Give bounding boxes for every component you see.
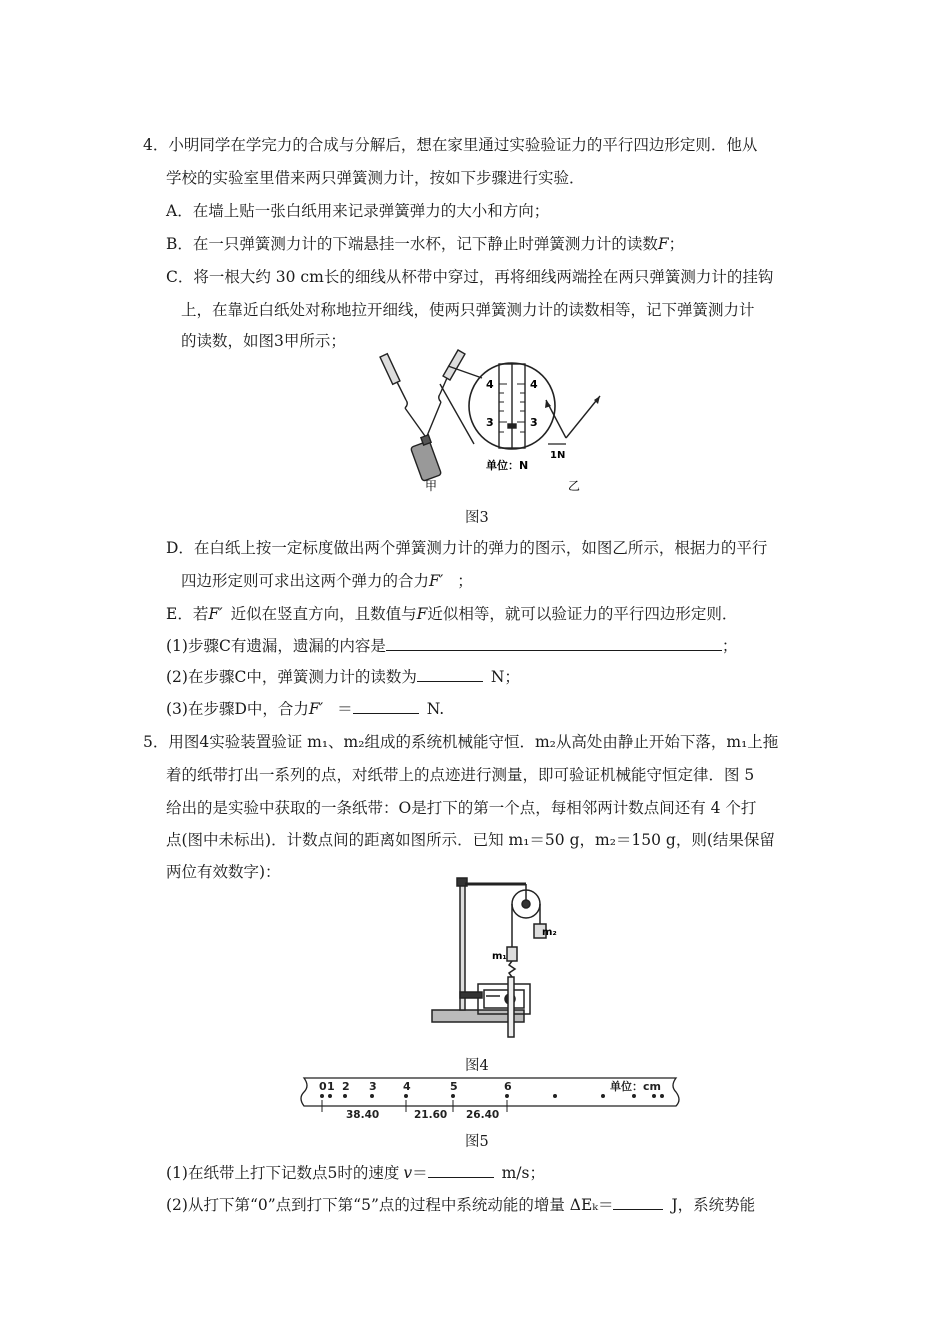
answer-blank-4[interactable] xyxy=(428,1163,494,1178)
distance-label-2: 21.60 xyxy=(414,1109,448,1121)
scale-label-top-left: 4 xyxy=(486,378,494,391)
tape-unit-label: 单位：cm xyxy=(610,1080,661,1093)
point-label-2: 2 xyxy=(342,1080,350,1093)
figure-3-caption: 图3 xyxy=(465,510,489,526)
answer-blank-5[interactable] xyxy=(613,1195,663,1210)
q4-step-b: B．在一只弹簧测力计的下端悬挂一水杯，记下静止时弹簧测力计的读数F； xyxy=(166,235,685,253)
answer-blank-1[interactable] xyxy=(386,636,722,651)
figure-5-caption: 图5 xyxy=(465,1134,489,1150)
q4-sub-3: (3)在步骤D中，合力F′ ＝ N. xyxy=(166,700,445,718)
figure-4-caption: 图4 xyxy=(465,1058,489,1074)
q5-sub-2: (2)从打下第“0”点到打下第“5”点的过程中系统动能的增量 ΔEₖ＝ J，系统势能 xyxy=(166,1196,756,1214)
figure-3 xyxy=(370,348,630,498)
q4-step-d-2: 四边形定则可求出这两个弹力的合力F′ ； xyxy=(181,572,473,590)
q5-line-1: 5．用图4实验装置验证 m₁、m₂组成的系统机械能守恒．m₂从高处由静止开始下落，m₁上拖 xyxy=(143,733,779,751)
answer-blank-2[interactable] xyxy=(417,667,483,682)
q4-step-c-3: 的读数，如图3甲所示； xyxy=(181,332,346,350)
figure-4 xyxy=(428,872,578,1052)
q5-line-4: 点(图中未标出)．计数点间的距离如图所示．已知 m₁＝50 g，m₂＝150 g，则(结果保留 xyxy=(166,831,775,849)
q4-sub-1: (1)步骤C有遗漏，遗漏的内容是 ； xyxy=(166,637,738,655)
figure-5 xyxy=(296,1076,688,1122)
q4-step-c-1: C．将一根大约 30 cm长的细线从杯带中穿过，再将细线两端拴在两只弹簧测力计的挂钩 xyxy=(166,268,774,286)
label-yi: 乙 xyxy=(568,479,581,493)
q4-sub-2: (2)在步骤C中，弹簧测力计的读数为 N； xyxy=(166,668,520,686)
point-label-4: 4 xyxy=(403,1080,411,1093)
scale-label-top-right: 4 xyxy=(530,378,538,391)
q4-line-1: 4．小明同学在学完力的合成与分解后，想在家里通过实验验证力的平行四边形定则．他从 xyxy=(143,136,758,154)
scale-label-bottom-left: 3 xyxy=(486,416,494,429)
distance-label-1: 38.40 xyxy=(346,1109,380,1121)
q4-step-a: A．在墙上贴一张白纸用来记录弹簧弹力的大小和方向； xyxy=(166,202,550,220)
m2-label: m₂ xyxy=(542,927,557,938)
q4-step-c-2: 上，在靠近白纸处对称地拉开细线，使两只弹簧测力计的读数相等，记下弹簧测力计 xyxy=(181,301,755,319)
q4-step-e: E．若F′ 近似在竖直方向，且数值与F近似相等，就可以验证力的平行四边形定则． xyxy=(166,605,738,623)
answer-blank-3[interactable] xyxy=(353,699,419,714)
point-label-1: 1 xyxy=(327,1080,335,1093)
q4-step-d-1: D．在白纸上按一定标度做出两个弹簧测力计的弹力的图示，如图乙所示，根据力的平行 xyxy=(166,539,768,557)
point-label-5: 5 xyxy=(450,1080,458,1093)
scale-bar-label: 1N xyxy=(550,450,566,461)
q5-line-5: 两位有效数字)： xyxy=(166,863,281,881)
distance-label-3: 26.40 xyxy=(466,1109,500,1121)
q5-line-2: 着的纸带打出一系列的点，对纸带上的点迹进行测量，即可验证机械能守恒定律．图 5 xyxy=(166,766,755,784)
q5-line-3: 给出的是实验中获取的一条纸带：O是打下的第一个点，每相邻两计数点间还有 4 个打 xyxy=(166,799,757,817)
unit-label: 单位：N xyxy=(486,459,529,472)
point-label-0: 0 xyxy=(319,1080,327,1093)
point-label-6: 6 xyxy=(504,1080,512,1093)
q5-sub-1: (1)在纸带上打下记数点5时的速度 v＝ m/s； xyxy=(166,1164,545,1182)
point-label-3: 3 xyxy=(369,1080,377,1093)
q4-line-2: 学校的实验室里借来两只弹簧测力计，按如下步骤进行实验． xyxy=(166,169,585,187)
scale-label-bottom-right: 3 xyxy=(530,416,538,429)
m1-label: m₁ xyxy=(492,951,507,962)
label-jia: 甲 xyxy=(425,479,438,493)
